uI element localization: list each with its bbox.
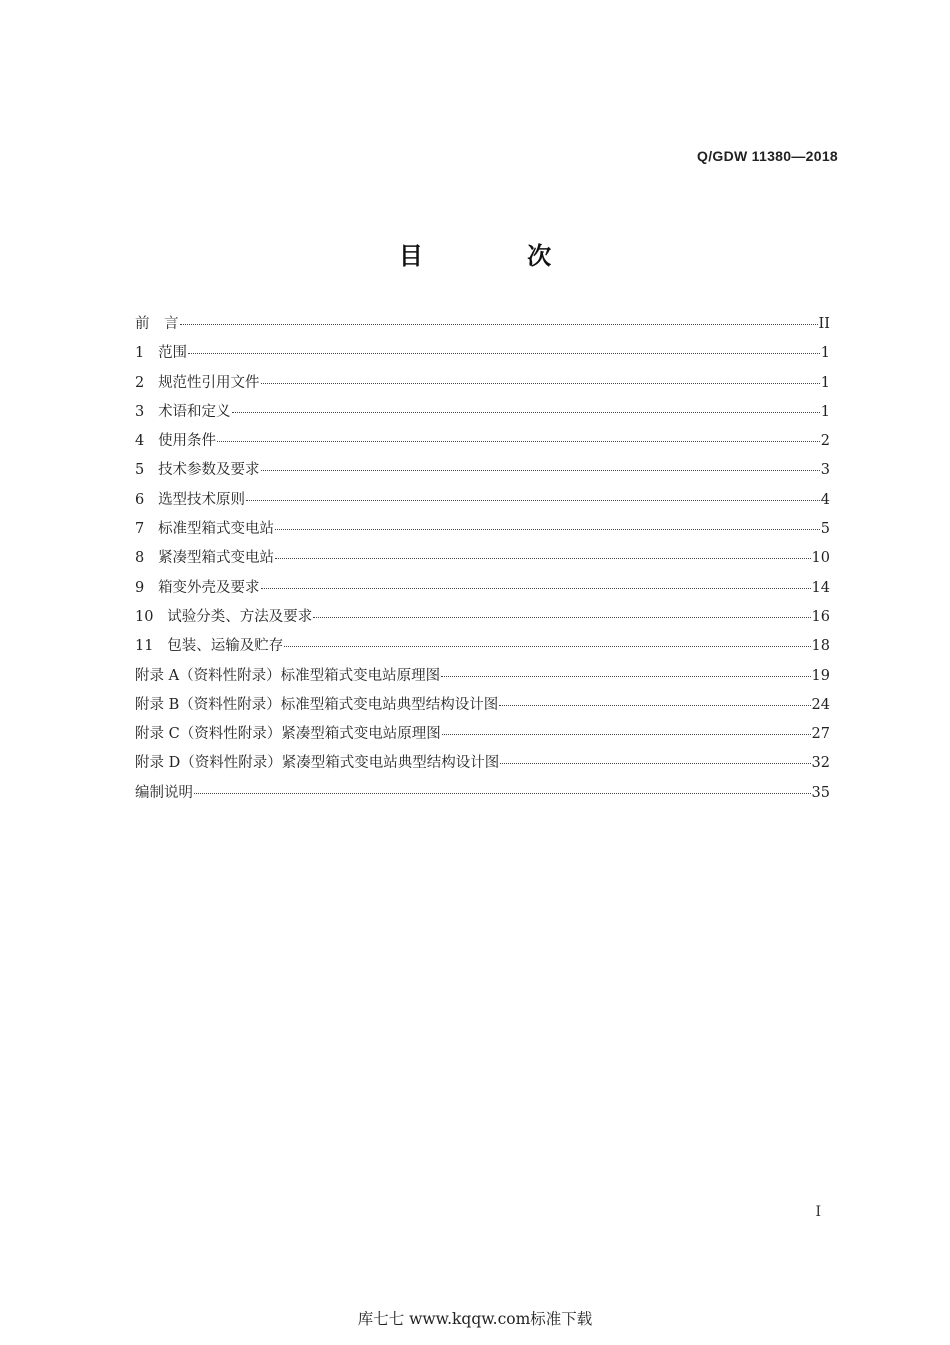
toc-leader-dots (275, 529, 820, 530)
toc-entry-page: II (818, 316, 830, 332)
toc-leader-dots (441, 676, 810, 677)
toc-entry-page: 14 (811, 579, 830, 596)
toc-entry-label: 范围 (158, 345, 188, 362)
toc-entry-page: 1 (820, 403, 830, 420)
toc-entry-foreword[interactable] (135, 310, 830, 339)
toc-entry-page: 27 (811, 726, 830, 743)
toc-leader-dots (261, 588, 811, 589)
toc-entry-number: 8 (135, 550, 145, 567)
toc-entry-page: 4 (820, 491, 830, 508)
toc-entry-4[interactable] (135, 427, 830, 456)
toc-entry-label: 标准型箱式变电站 (158, 521, 275, 538)
document-code: Q/GDW 11380—2018 (697, 148, 838, 164)
toc-entry-label: 包装、运输及贮存 (167, 638, 284, 655)
footer-watermark-text: 库七七 www.kqqw.com标准下载 (357, 1310, 593, 1328)
toc-leader-dots (284, 646, 810, 647)
toc-entry-5[interactable] (135, 456, 830, 485)
toc-entry-appendix-c[interactable] (135, 720, 830, 749)
toc-entry-2[interactable] (135, 369, 830, 398)
toc-entry-label: 技术参数及要求 (158, 462, 260, 479)
toc-entry-label: 附录 A（资料性附录）标准型箱式变电站原理图 (135, 667, 441, 684)
toc-entry-label: 选型技术原则 (158, 491, 246, 508)
toc-list (135, 310, 830, 808)
toc-entry-page: 19 (811, 667, 830, 684)
toc-entry-label: 编制说明 (135, 784, 193, 801)
toc-entry-label: 箱变外壳及要求 (158, 579, 260, 596)
toc-entry-number: 4 (135, 433, 145, 450)
toc-leader-dots (261, 470, 820, 471)
toc-entry-8[interactable] (135, 544, 830, 573)
toc-entry-appendix-d[interactable] (135, 749, 830, 778)
toc-entry-label: 前 言 (135, 316, 179, 332)
toc-entry-page: 35 (811, 784, 830, 801)
toc-entry-label: 术语和定义 (158, 403, 231, 420)
toc-leader-dots (194, 793, 811, 794)
toc-leader-dots (261, 383, 820, 384)
toc-entry-1[interactable] (135, 339, 830, 368)
toc-entry-number: 1 (135, 345, 145, 362)
toc-entry-label: 使用条件 (158, 433, 217, 450)
toc-entry-label: 附录 B（资料性附录）标准型箱式变电站典型结构设计图 (135, 696, 499, 713)
toc-leader-dots (313, 617, 810, 618)
toc-entry-appendix-a[interactable] (135, 662, 830, 691)
toc-entry-11[interactable] (135, 632, 830, 661)
toc-leader-dots (500, 763, 810, 764)
toc-entry-label: 紧凑型箱式变电站 (158, 550, 275, 567)
toc-entry-number: 7 (135, 521, 145, 538)
toc-entry-number: 5 (135, 462, 145, 479)
toc-entry-appendix-b[interactable] (135, 691, 830, 720)
toc-entry-9[interactable] (135, 574, 830, 603)
toc-entry-page: 1 (820, 345, 830, 362)
toc-entry-6[interactable] (135, 486, 830, 515)
toc-leader-dots (442, 734, 811, 735)
toc-entry-page: 2 (820, 433, 830, 450)
toc-leader-dots (180, 324, 818, 325)
toc-entry-page: 3 (820, 462, 830, 479)
toc-entry-compilation-notes[interactable] (135, 779, 830, 808)
toc-entry-label: 试验分类、方法及要求 (167, 608, 313, 625)
toc-leader-dots (188, 353, 820, 354)
toc-entry-label: 附录 C（资料性附录）紧凑型箱式变电站原理图 (135, 726, 441, 743)
toc-entry-label: 附录 D（资料性附录）紧凑型箱式变电站典型结构设计图 (135, 755, 500, 772)
toc-entry-10[interactable] (135, 603, 830, 632)
toc-entry-label: 规范性引用文件 (158, 374, 260, 391)
page-number: I (815, 1204, 821, 1220)
toc-entry-7[interactable] (135, 515, 830, 544)
toc-entry-page: 24 (811, 696, 830, 713)
toc-entry-number: 10 (135, 608, 154, 625)
toc-entry-number: 9 (135, 579, 145, 596)
toc-entry-number: 3 (135, 403, 145, 420)
toc-entry-page: 16 (811, 608, 830, 625)
toc-leader-dots (246, 500, 820, 501)
toc-entry-3[interactable] (135, 398, 830, 427)
toc-leader-dots (232, 412, 820, 413)
toc-leader-dots (499, 705, 810, 706)
toc-entry-page: 1 (820, 374, 830, 391)
toc-entry-number: 6 (135, 491, 145, 508)
toc-leader-dots (275, 558, 810, 559)
toc-entry-page: 10 (811, 550, 830, 567)
toc-entry-page: 32 (811, 755, 830, 772)
toc-entry-number: 2 (135, 374, 145, 391)
toc-entry-number: 11 (135, 638, 154, 655)
toc-title: 目 次 (398, 241, 600, 270)
toc-entry-page: 5 (820, 521, 830, 538)
toc-entry-page: 18 (811, 638, 830, 655)
toc-leader-dots (217, 441, 820, 442)
